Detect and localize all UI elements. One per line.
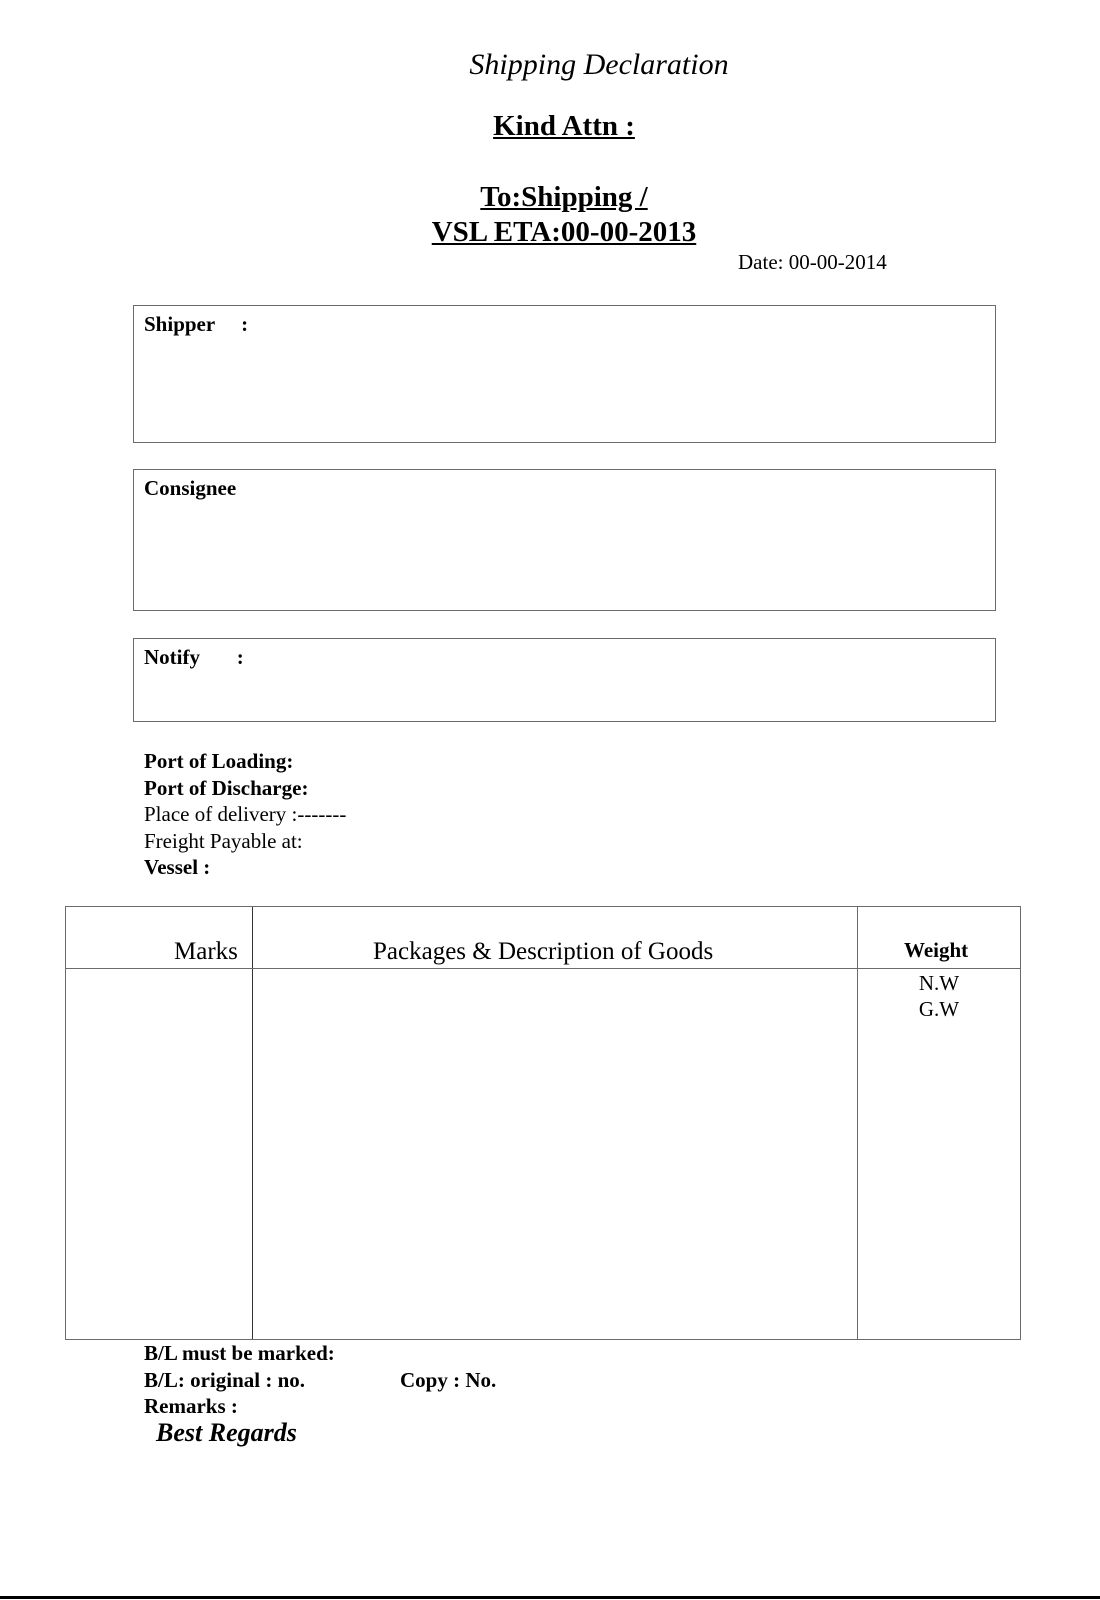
document-date: Date: 00-00-2014 [738, 250, 887, 274]
gross-weight-label: G.W [918, 997, 960, 1021]
bottom-rule [0, 1596, 1100, 1599]
shipment-info [144, 748, 346, 881]
to-shipping-line: To:Shipping / [480, 181, 648, 213]
closing-regards: Best Regards [156, 1418, 297, 1447]
vessel-eta-line: VSL ETA:00-00-2013 [431, 216, 697, 248]
notify-box[interactable] [133, 638, 996, 722]
description-column-header: Packages & Description of Goods [373, 938, 714, 965]
table-divider [252, 907, 253, 1339]
shipper-box[interactable] [133, 305, 996, 443]
consignee-box[interactable] [133, 469, 996, 611]
weight-column-header: Weight [904, 938, 969, 962]
kind-attn-heading: Kind Attn : [493, 110, 635, 142]
consignee-label: Consignee [144, 476, 237, 500]
footer-notes [144, 1340, 497, 1420]
goods-table [65, 906, 1021, 1340]
copy-note: Copy : No. [400, 1367, 497, 1392]
weight-items [857, 970, 1021, 1022]
place-of-delivery: Place of delivery :------- [144, 802, 347, 826]
vessel: Vessel : [144, 855, 211, 879]
port-of-loading: Port of Loading: [144, 749, 294, 773]
bl-marked-note: B/L must be marked: [144, 1341, 335, 1365]
remarks-label: Remarks : [144, 1394, 238, 1418]
notify-label: Notify : [144, 645, 244, 669]
port-of-discharge: Port of Discharge: [144, 775, 309, 800]
freight-payable: Freight Payable at: [144, 828, 303, 853]
net-weight-label: N.W [918, 971, 960, 995]
table-header-rule [66, 968, 1020, 969]
bl-original-note: B/L: original : no. [144, 1367, 306, 1392]
marks-column-header: Marks [174, 938, 238, 965]
document-title: Shipping Declaration [469, 48, 729, 81]
shipper-label: Shipper : [144, 312, 249, 336]
